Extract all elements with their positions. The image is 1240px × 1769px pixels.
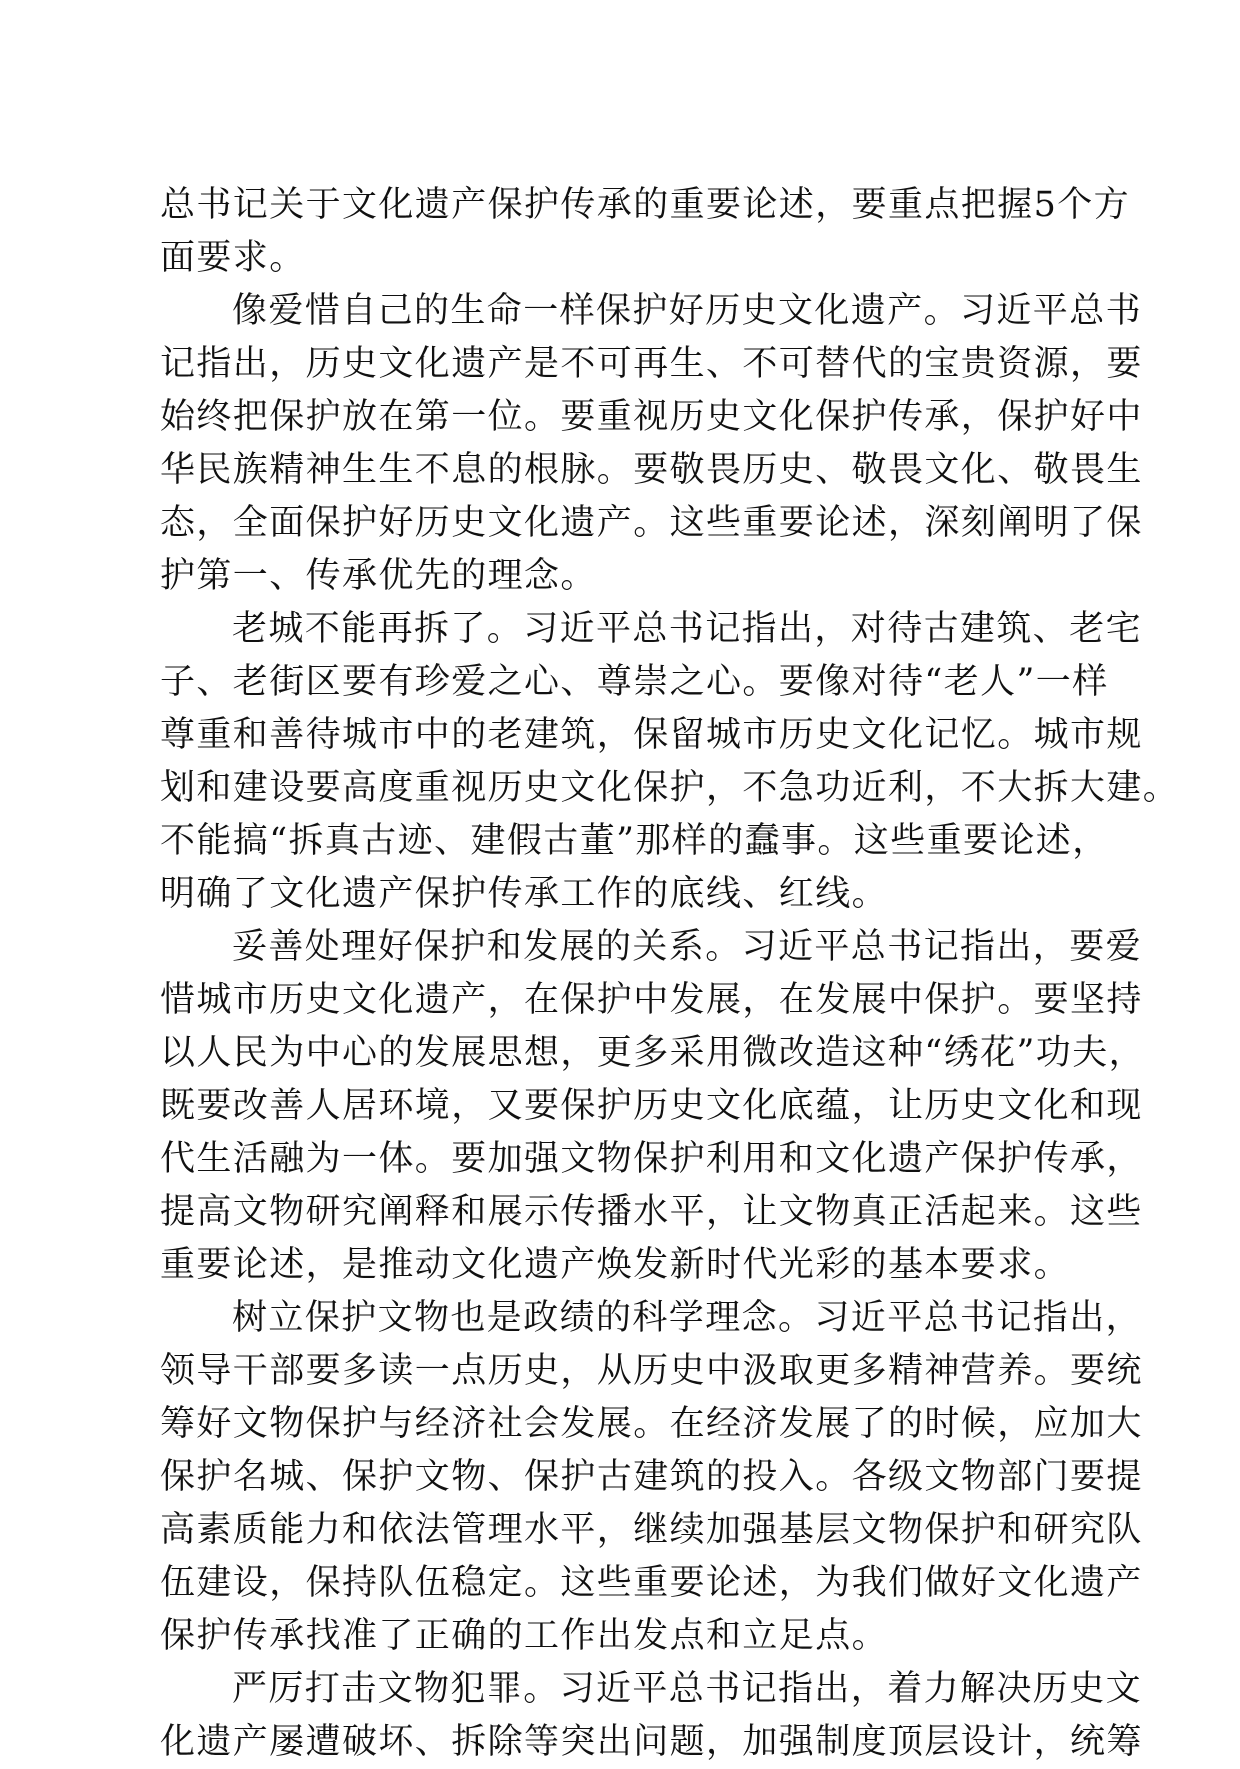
text-line: 代生活融为一体。要加强文物保护利用和文化遗产保护传承， (160, 1139, 1143, 1179)
article-body (160, 179, 1180, 1769)
text-line: 提高文物研究阐释和展示传播水平，让文物真正活起来。这些 (160, 1192, 1143, 1232)
paragraph-start-line: 树立保护文物也是政绩的科学理念。习近平总书记指出， (232, 1298, 1143, 1338)
paragraph-start-line: 严厉打击文物犯罪。习近平总书记指出，着力解决历史文 (232, 1669, 1143, 1709)
text-line: 明确了文化遗产保护传承工作的底线、红线。 (160, 874, 889, 914)
text-line: 重要论述，是推动文化遗产焕发新时代光彩的基本要求。 (160, 1245, 1071, 1285)
text-line: 以人民为中心的发展思想，更多采用微改造这种“绣花”功夫， (160, 1033, 1145, 1073)
text-line: 护第一、传承优先的理念。 (160, 556, 597, 596)
text-line: 记指出，历史文化遗产是不可再生、不可替代的宝贵资源，要 (160, 344, 1143, 384)
text-line: 既要改善人居环境，又要保护历史文化底蕴，让历史文化和现 (160, 1086, 1143, 1126)
text-line: 态，全面保护好历史文化遗产。这些重要论述，深刻阐明了保 (160, 503, 1143, 543)
text-line: 不能搞“拆真古迹、建假古董”那样的蠢事。这些重要论述， (160, 821, 1109, 861)
text-line: 领导干部要多读一点历史，从历史中汲取更多精神营养。要统 (160, 1351, 1143, 1391)
text-line: 筹好文物保护与经济社会发展。在经济发展了的时候，应加大 (160, 1404, 1143, 1444)
text-line: 尊重和善待城市中的老建筑，保留城市历史文化记忆。城市规 (160, 715, 1143, 755)
text-line: 子、老街区要有珍爱之心、尊崇之心。要像对待“老人”一样 (160, 662, 1109, 702)
text-line: 伍建设，保持队伍稳定。这些重要论述，为我们做好文化遗产 (160, 1563, 1143, 1603)
text-line: 保护传承找准了正确的工作出发点和立足点。 (160, 1616, 889, 1656)
text-line: 华民族精神生生不息的根脉。要敬畏历史、敬畏文化、敬畏生 (160, 450, 1143, 490)
paragraph-start-line: 老城不能再拆了。习近平总书记指出，对待古建筑、老宅 (232, 609, 1143, 649)
text-line: 保护名城、保护文物、保护古建筑的投入。各级文物部门要提 (160, 1457, 1143, 1497)
text-line: 总书记关于文化遗产保护传承的重要论述，要重点把握5个方 (160, 185, 1131, 225)
text-line: 划和建设要高度重视历史文化保护，不急功近利，不大拆大建。 (160, 768, 1180, 808)
text-line: 惜城市历史文化遗产，在保护中发展，在发展中保护。要坚持 (160, 980, 1143, 1020)
paragraph-start-line: 像爱惜自己的生命一样保护好历史文化遗产。习近平总书 (232, 291, 1143, 331)
text-line: 面要求。 (160, 238, 306, 278)
paragraph-start-line: 妥善处理好保护和发展的关系。习近平总书记指出，要爱 (232, 927, 1143, 967)
text-line: 始终把保护放在第一位。要重视历史文化保护传承，保护好中 (160, 397, 1143, 437)
text-line: 化遗产屡遭破坏、拆除等突出问题，加强制度顶层设计，统筹 (160, 1722, 1143, 1762)
text-line: 高素质能力和依法管理水平，继续加强基层文物保护和研究队 (160, 1510, 1143, 1550)
